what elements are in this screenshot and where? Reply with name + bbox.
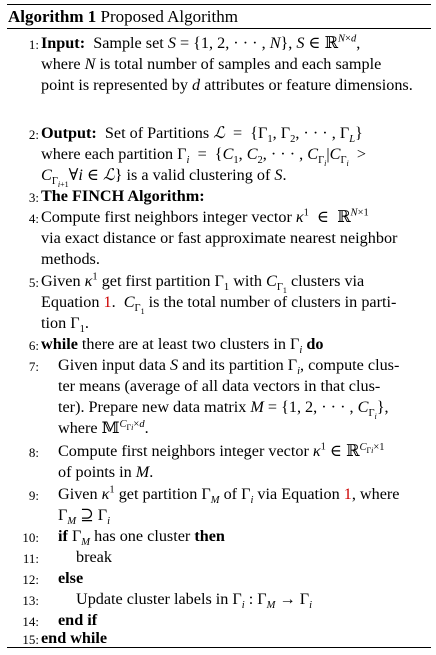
line-number: 11: bbox=[22, 551, 39, 566]
algo-line-13: 13: Update cluster labels in $\Gamma_i$ : $\Gamma_M \to \Gamma_i$ bbox=[22, 590, 312, 612]
line-number: 15: bbox=[22, 632, 39, 647]
line-number: 3: bbox=[28, 190, 39, 205]
algo-line-2-cont-2: $C_{\Gamma_{i+1}}\forall i$ ∈ ℒ} is a valid clustering of S. bbox=[41, 166, 287, 190]
line-2-text: Output: Set of Partitions ℒ = {$\Gamma_1$, $\Gamma_2$, · · · , $\Gamma_L$} bbox=[41, 124, 363, 146]
bottom-rule bbox=[7, 647, 431, 648]
keyword-end-while: end while bbox=[41, 629, 108, 647]
algo-line-9-cont-1: $\Gamma_M$ ⊇ $\Gamma_i$ bbox=[58, 506, 111, 528]
algo-line-3 bbox=[7, 186, 431, 207]
keyword-do: do bbox=[306, 335, 324, 353]
keyword-while: while bbox=[41, 335, 78, 353]
line-number: 2: bbox=[28, 127, 39, 142]
keyword-input: Input: bbox=[41, 34, 86, 52]
line-number: 9: bbox=[28, 488, 39, 503]
algo-line-15 bbox=[7, 628, 431, 649]
algo-line-1-cont-2: point is represented by d attributes or feature dimensions. bbox=[41, 76, 413, 94]
algo-line-9: 9: Given $\kappa^1$ get partition $\Gamma_M$ of $\Gamma_i$ via Equation 1, where bbox=[28, 484, 400, 507]
line-number: 4: bbox=[28, 211, 39, 226]
line-number: 5: bbox=[28, 275, 39, 290]
algo-line-12 bbox=[7, 568, 431, 589]
algo-line-2-cont-1: where each partition $\Gamma_i = \{C_1$, $C_2$, · · · , $C_{\Gamma_i}|C_{\Gamma_i}$ > bbox=[41, 145, 367, 169]
algo-line-5: 5: Given $\kappa^1$ get first partition $\Gamma_1$ with $C_{\Gamma_1}$ clusters via bbox=[28, 271, 365, 296]
algo-line-8: 8: Compute first neighbors integer vector $\kappa^1$ ∈ ℝ$^{C_{\Gamma i}\times 1}$ bbox=[7, 441, 431, 462]
line-number: 7: bbox=[28, 359, 39, 374]
line-number: 12: bbox=[22, 572, 39, 587]
algo-line-10: 10: if $\Gamma_M$ has one cluster then bbox=[22, 527, 225, 549]
header-rule bbox=[7, 28, 431, 29]
top-rule bbox=[7, 4, 431, 5]
algo-line-4: 4: Compute first neighbors integer vector $\kappa^1$ ∈ ℝ$^{N\times 1}$ bbox=[7, 207, 431, 228]
line-1-text: Input: Sample set S = {1, 2, · · · , N}, S ∈ ℝ$^{N\times d}$, bbox=[41, 33, 361, 52]
algo-line-7-cont-1: ter means (average of all data vectors in that clus- bbox=[58, 377, 381, 395]
algorithm-block bbox=[7, 4, 431, 649]
algo-line-4-cont-1: via exact distance or fast approximate nearest neighbor bbox=[41, 229, 398, 247]
line-number: 1: bbox=[28, 37, 39, 52]
line-number: 13: bbox=[22, 593, 39, 608]
algo-line-11: 11: break bbox=[7, 547, 431, 568]
algorithm-name: Proposed Algorithm bbox=[100, 7, 238, 26]
line-number: 10: bbox=[22, 530, 39, 545]
keyword-then: then bbox=[194, 527, 225, 545]
algo-line-8-cont-1: of points in M. bbox=[58, 463, 154, 481]
equation-ref[interactable]: 1 bbox=[343, 485, 352, 503]
algo-line-5-cont-1: Equation 1. $C_{\Gamma_1}$ is the total number of clusters in parti- bbox=[41, 293, 397, 317]
algo-line-1 bbox=[7, 33, 431, 54]
keyword-finch: The FINCH Algorithm: bbox=[41, 187, 205, 205]
algo-line-7: 7: Given input data S and its partition $\Gamma_i$, compute clus- bbox=[28, 356, 400, 378]
keyword-end-if: end if bbox=[58, 611, 98, 629]
algo-line-5-cont-2: tion $\Gamma_1$. bbox=[41, 314, 89, 336]
keyword-output: Output: bbox=[41, 124, 97, 142]
keyword-else: else bbox=[58, 569, 84, 587]
algorithm-title bbox=[8, 8, 238, 26]
algo-line-7-cont-2: ter). Prepare new data matrix M = {1, 2, · · · , $C_{\Gamma_i}$}, bbox=[58, 398, 389, 422]
line-number: 14: bbox=[22, 614, 39, 629]
algo-line-2 bbox=[7, 123, 431, 144]
keyword-if: if bbox=[58, 527, 68, 545]
line-number: 8: bbox=[28, 445, 39, 460]
line-number: 6: bbox=[28, 338, 39, 353]
algo-line-6: 6: while there are at least two clusters in $\Gamma_i$ do bbox=[28, 335, 324, 357]
equation-ref[interactable]: 1 bbox=[103, 293, 112, 311]
algorithm-label: Algorithm 1 bbox=[8, 7, 97, 26]
algo-line-7-cont-3: where 𝕄$^{C_{\Gamma i}\times d}$. bbox=[58, 418, 149, 437]
algo-line-4-cont-2: methods. bbox=[41, 250, 100, 268]
algo-line-1-cont-1: where N is total number of samples and each sample bbox=[41, 55, 382, 73]
